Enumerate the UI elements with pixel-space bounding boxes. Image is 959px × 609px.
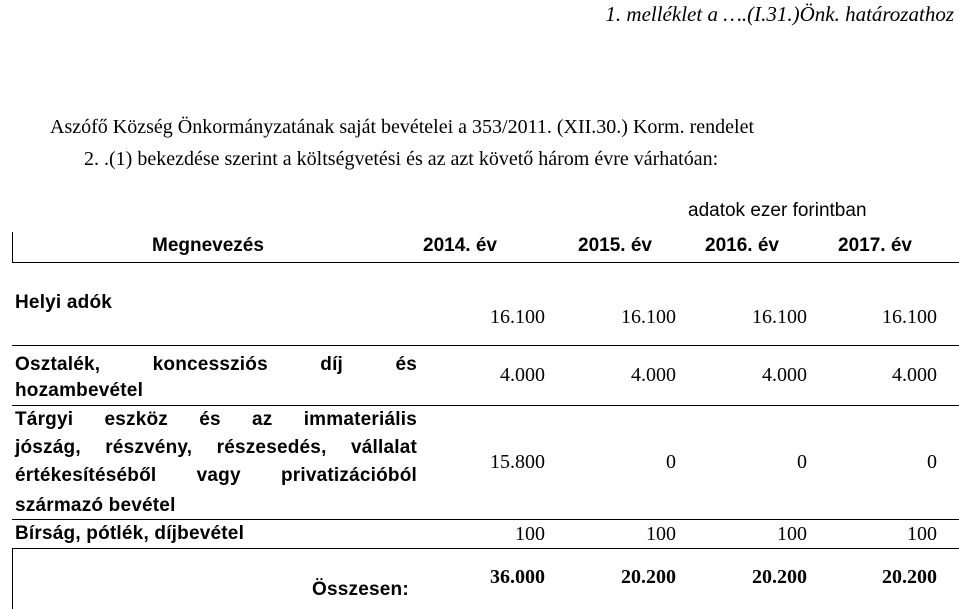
header-year-2015: 2015. év — [578, 235, 652, 256]
total-value: 20.200 — [752, 566, 807, 588]
grid-line — [12, 405, 959, 406]
grid-line — [12, 345, 959, 346]
value-cell: 4.000 — [631, 364, 676, 386]
row-label-line: Tárgyi eszköz és az immateriális — [15, 409, 417, 430]
value-cell: 100 — [515, 523, 545, 545]
value-cell: 16.100 — [882, 306, 937, 328]
value-cell: 100 — [777, 523, 807, 545]
value-cell: 4.000 — [892, 364, 937, 386]
header-year-2017: 2017. év — [838, 235, 912, 256]
row-label: Helyi adók — [15, 292, 113, 313]
row-label-line: értékesítéséből vagy privatizációból — [15, 465, 417, 486]
unit-note: adatok ezer forintban — [688, 200, 867, 221]
header-year-2016: 2016. év — [705, 235, 779, 256]
value-cell: 0 — [666, 451, 676, 473]
grid-line — [12, 548, 959, 549]
row-label-line: származó bevétel — [15, 495, 176, 516]
intro-line-2: 2. .(1) bekezdése szerint a költségvetési és az azt követő három évre várhatóan: — [84, 148, 719, 170]
intro-line-1: Aszófő Község Önkormányzatának saját bevételei a 353/2011. (XII.30.) Korm. rendelet — [50, 116, 755, 138]
row-label-line: Osztalék, koncessziós díj és — [15, 354, 417, 375]
total-label: Összesen: — [312, 579, 409, 600]
value-cell: 100 — [907, 523, 937, 545]
value-cell: 0 — [927, 451, 937, 473]
annex-title: 1. melléklet a ….(I.31.)Önk. határozathoz — [605, 2, 954, 26]
grid-line — [12, 262, 959, 263]
total-value: 20.200 — [882, 566, 937, 588]
value-cell: 0 — [797, 451, 807, 473]
row-label: Bírság, pótlék, díjbevétel — [15, 523, 245, 544]
grid-line — [12, 548, 13, 609]
header-name: Megnevezés — [152, 235, 264, 256]
value-cell: 4.000 — [500, 364, 545, 386]
grid-line — [12, 232, 13, 263]
total-value: 36.000 — [490, 566, 545, 588]
value-cell: 4.000 — [762, 364, 807, 386]
value-cell: 100 — [646, 523, 676, 545]
value-cell: 16.100 — [752, 306, 807, 328]
value-cell: 15.800 — [490, 451, 545, 473]
header-year-2014: 2014. év — [423, 235, 497, 256]
row-label-line: jószág, részvény, részesedés, vállalat — [15, 437, 417, 458]
total-value: 20.200 — [621, 566, 676, 588]
value-cell: 16.100 — [621, 306, 676, 328]
row-label-line: hozambevétel — [15, 380, 144, 401]
grid-line — [12, 519, 959, 520]
value-cell: 16.100 — [490, 306, 545, 328]
